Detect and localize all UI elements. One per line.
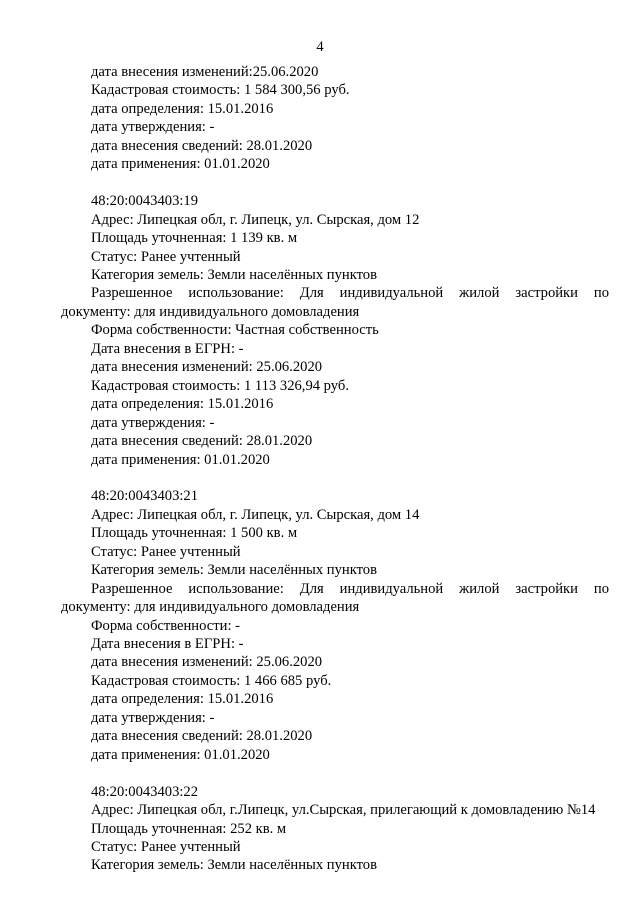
text-line: дата внесения изменений:25.06.2020 [91, 64, 319, 80]
text-line: Площадь уточненная: 1 139 кв. м [91, 230, 298, 247]
text-line: Площадь уточненная: 1 500 кв. м [91, 525, 298, 542]
cadastral-number: 48:20:0043403:21 [91, 488, 199, 505]
page-number: 4 [316, 39, 324, 55]
permitted-use-line: Разрешенное использование: Для индивидуальной жилой застройки по [91, 580, 609, 597]
page-content [61, 63, 609, 875]
text-line: дата утверждения: - [91, 414, 215, 431]
text-line: Адрес: Липецкая обл, г. Липецк, ул. Сырская, дом 12 [91, 211, 420, 228]
text-line: Статус: Ранее учтенный [91, 838, 241, 855]
paragraph-gap [91, 469, 609, 487]
text-line: Дата внесения в ЕГРН: - [91, 340, 244, 357]
text-line: Дата внесения в ЕГРН: - [91, 636, 244, 653]
permitted-use-continuation: документу: для индивидуального домовладения [61, 303, 360, 320]
text-line: дата утверждения: - [91, 709, 215, 726]
text-line: Кадастровая стоимость: 1 113 326,94 руб. [91, 377, 349, 394]
permitted-use-line: Разрешенное использование: Для индивидуальной жилой застройки по [91, 285, 609, 302]
text-line: Адрес: Липецкая обл, г.Липецк, ул.Сырская, прилегающий к домовладению №14 [91, 802, 596, 819]
text-line: дата определения: 15.01.2016 [91, 691, 274, 708]
lead-block [91, 63, 609, 174]
text-line: дата внесения сведений: 28.01.2020 [91, 137, 313, 154]
text-line: Кадастровая стоимость: 1 584 300,56 руб. [91, 82, 350, 99]
parcel-block [61, 192, 609, 469]
text-line: Форма собственности: Частная собственность [91, 322, 379, 339]
text-line: Статус: Ранее учтенный [91, 543, 241, 560]
parcel-block [91, 783, 609, 875]
parcel-block [61, 487, 609, 764]
text-line: дата внесения изменений: 25.06.2020 [91, 359, 323, 376]
text-line: Форма собственности: - [91, 617, 241, 634]
text-line: Статус: Ранее учтенный [91, 248, 241, 265]
permitted-use-continuation: документу: для индивидуального домовладения [61, 599, 360, 616]
text-line: дата внесения изменений: 25.06.2020 [91, 654, 323, 671]
paragraph-gap [91, 174, 609, 192]
text-line: Адрес: Липецкая обл, г. Липецк, ул. Сырская, дом 14 [91, 506, 420, 523]
text-line: дата внесения сведений: 28.01.2020 [91, 728, 313, 745]
paragraph-gap [91, 764, 609, 782]
cadastral-number: 48:20:0043403:19 [91, 193, 199, 210]
text-line: Площадь уточненная: 252 кв. м [91, 820, 287, 837]
cadastral-number: 48:20:0043403:22 [91, 783, 199, 800]
text-line: дата внесения сведений: 28.01.2020 [91, 433, 313, 450]
text-line: Категория земель: Земли населённых пунктов [91, 562, 377, 579]
text-line: дата утверждения: - [91, 119, 215, 136]
text-line: дата определения: 15.01.2016 [91, 396, 274, 413]
text-line: Категория земель: Земли населённых пунктов [91, 266, 377, 283]
text-line: дата применения: 01.01.2020 [91, 746, 270, 763]
text-line: Кадастровая стоимость: 1 466 685 руб. [91, 672, 332, 689]
text-line: дата применения: 01.01.2020 [91, 451, 270, 468]
text-line: Категория земель: Земли населённых пунктов [91, 857, 377, 874]
text-line: дата определения: 15.01.2016 [91, 100, 274, 117]
text-line: дата применения: 01.01.2020 [91, 156, 270, 173]
